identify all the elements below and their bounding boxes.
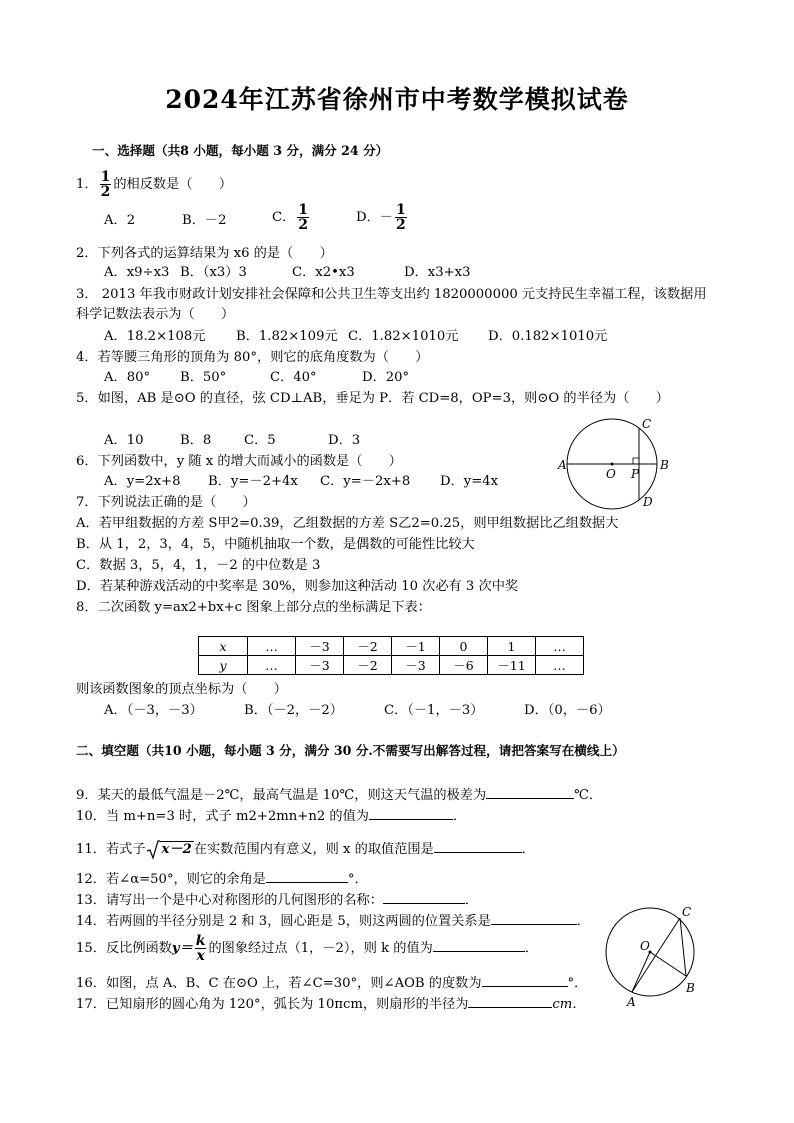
q6-option-a: A．y=2x+8	[104, 474, 181, 489]
answer-blank[interactable]	[491, 911, 577, 925]
question-3-line-2: 科学记数法表示为（ ）	[76, 307, 235, 322]
question-8: 8．二次函数 y=ax2+bx+c 图象上部分点的坐标满足下表：	[76, 600, 431, 615]
point-label-b: B	[660, 458, 669, 472]
q3-option-c: C．1.82×1010元	[348, 329, 459, 344]
q6-option-d: D．y=4x	[440, 474, 499, 489]
q6-option-b: B．y=－2+4x	[208, 474, 298, 489]
question-10: 10．当 m+n=3 时，式子 m2+2mn+n2 的值为 ．	[76, 806, 466, 826]
answer-blank[interactable]	[468, 994, 552, 1008]
question-11: 11．若式子 x－2 在实数范围内有意义，则 x 的取值范围是 ．	[76, 839, 535, 860]
page-title: 2024年江苏省徐州市中考数学模拟试卷	[165, 85, 629, 114]
answer-blank[interactable]	[266, 869, 348, 883]
q2-option-b: B．（x3）3	[180, 265, 247, 280]
q4-option-b: B．50°	[180, 370, 227, 385]
q7-option-a: A．若甲组数据的方差 S甲2=0.39，乙组数据的方差 S乙2=0.25，则甲组数据比乙组数据大	[76, 516, 619, 531]
q3-option-d: D．0.182×1010元	[488, 329, 608, 344]
question-12: 12．若∠α=50°，则它的余角是 °．	[76, 869, 368, 889]
question-2: 2．下列各式的运算结果为 x6 的是（ ）	[76, 246, 333, 261]
point-label-p: P	[631, 467, 640, 481]
answer-blank[interactable]	[434, 839, 522, 853]
question-16: 16．如图，点 A、B、C 在⊙O 上，若∠C=30°，则∠AOB 的度数为 °．	[76, 973, 587, 993]
point-label-o: O	[606, 467, 616, 481]
point-label-a: A	[558, 458, 567, 472]
q1-option-b: B．－2	[182, 213, 227, 228]
point-label-c: C	[682, 905, 692, 919]
q3-option-a: A．18.2×108元	[104, 329, 206, 344]
q2-option-c: C．x2•x3	[292, 265, 355, 280]
q3-option-b: B．1.82×109元	[236, 329, 338, 344]
q5-option-b: B．8	[180, 433, 212, 448]
q6-option-c: C．y=－2x+8	[320, 474, 411, 489]
answer-blank[interactable]	[486, 785, 574, 799]
question-5: 5．如图，AB 是⊙O 的直径，弦 CD⊥AB，垂足为 P．若 CD=8，OP=3，则⊙O 的半径为（ ）	[76, 391, 669, 406]
question-15: 15．反比例函数y＝ $\frac{k}{x}$ 的图象经过点（1，－2），则 k 的值为 ．	[76, 933, 539, 964]
fraction-half: $\frac{1}{2}$	[100, 169, 111, 200]
q8-option-a: A．（－3，－3）	[104, 703, 203, 718]
q7-option-c: C．数据 3，5，4，1，－2 的中位数是 3	[76, 558, 321, 573]
question-3-line-1: 3． 2013 年我市财政计划安排社会保障和公共卫生等支出约 1820000000 元支持民生幸福工程，该数据用	[76, 287, 707, 302]
point-label-a: A	[627, 995, 636, 1009]
inscribed-angle-figure	[600, 900, 710, 1012]
q1-option-c: C． $\frac{1}{2}$	[272, 202, 309, 233]
point-label-b: B	[686, 981, 695, 995]
q5-option-d: D．3	[328, 433, 361, 448]
question-14: 14．若两圆的半径分别是 2 和 3，圆心距是 5，则这两圆的位置关系是 ．	[76, 911, 590, 931]
answer-blank[interactable]	[369, 806, 453, 820]
answer-blank[interactable]	[383, 890, 465, 904]
circle-diameter-chord-figure	[556, 414, 676, 514]
q5-option-c: C．5	[244, 433, 276, 448]
q4-option-c: C．40°	[270, 370, 317, 385]
q8-option-b: B．（－2，－2）	[244, 703, 343, 718]
table-row-y: y … －3 －2 －3 －6 －11 …	[199, 656, 584, 675]
question-4: 4．若等腰三角形的顶角为 80°，则它的底角度数为（ ）	[76, 350, 429, 365]
answer-blank[interactable]	[433, 938, 525, 952]
section-heading-choice: 一、选择题（共8 小题，每小题 3 分，满分 24 分）	[92, 143, 389, 158]
q4-option-d: D．20°	[362, 370, 410, 385]
q5-option-a: A．10	[104, 433, 144, 448]
question-13: 13．请写出一个是中心对称图形的几何图形的名称： ．	[76, 890, 478, 910]
q8-option-c: C．（－1，－3）	[384, 703, 484, 718]
q2-option-a: A．x9÷x3	[104, 265, 170, 280]
q8-option-d: D．（0，－6）	[524, 703, 611, 718]
q1-option-d: D．－ $\frac{1}{2}$	[356, 202, 406, 233]
answer-blank[interactable]	[482, 973, 568, 987]
coordinate-table	[198, 636, 584, 675]
square-root-icon	[146, 840, 160, 860]
section-heading-fill: 二、填空题（共10 小题，每小题 3 分，满分 30 分.不需要写出解答过程，请把答案写在横线上）	[76, 743, 625, 758]
q7-option-d: D．若某种游戏活动的中奖率是 30%，则参加这种活动 10 次必有 3 次中奖	[76, 579, 519, 594]
point-label-d: D	[643, 495, 653, 509]
q7-option-b: B．从 1，2，3，4，5，中随机抽取一个数，是偶数的可能性比较大	[76, 537, 475, 552]
question-7: 7．下列说法正确的是（ ）	[76, 495, 256, 510]
question-8-followup: 则该函数图象的顶点坐标为（ ）	[76, 682, 287, 697]
q1-option-a: A．2	[104, 213, 136, 228]
question-17: 17．已知扇形的圆心角为 120°，弧长为 10πcm，则扇形的半径为 cm．	[76, 994, 585, 1014]
question-6: 6．下列函数中，y 随 x 的增大而减小的函数是（ ）	[76, 454, 402, 469]
question-1: 1． $\frac{1}{2}$ 的相反数是（ ）	[76, 169, 233, 200]
q2-option-d: D．x3+x3	[404, 265, 471, 280]
q4-option-a: A．80°	[104, 370, 151, 385]
question-9: 9．某天的最低气温是－2℃，最高气温是 10℃，则这天气温的极差为 ℃．	[76, 785, 602, 805]
fraction-k-over-x: $\frac{k}{x}$	[195, 933, 206, 964]
table-row-x: x … －3 －2 －1 0 1 …	[199, 637, 584, 656]
point-label-o: O	[640, 939, 650, 953]
point-label-c: C	[642, 417, 652, 431]
